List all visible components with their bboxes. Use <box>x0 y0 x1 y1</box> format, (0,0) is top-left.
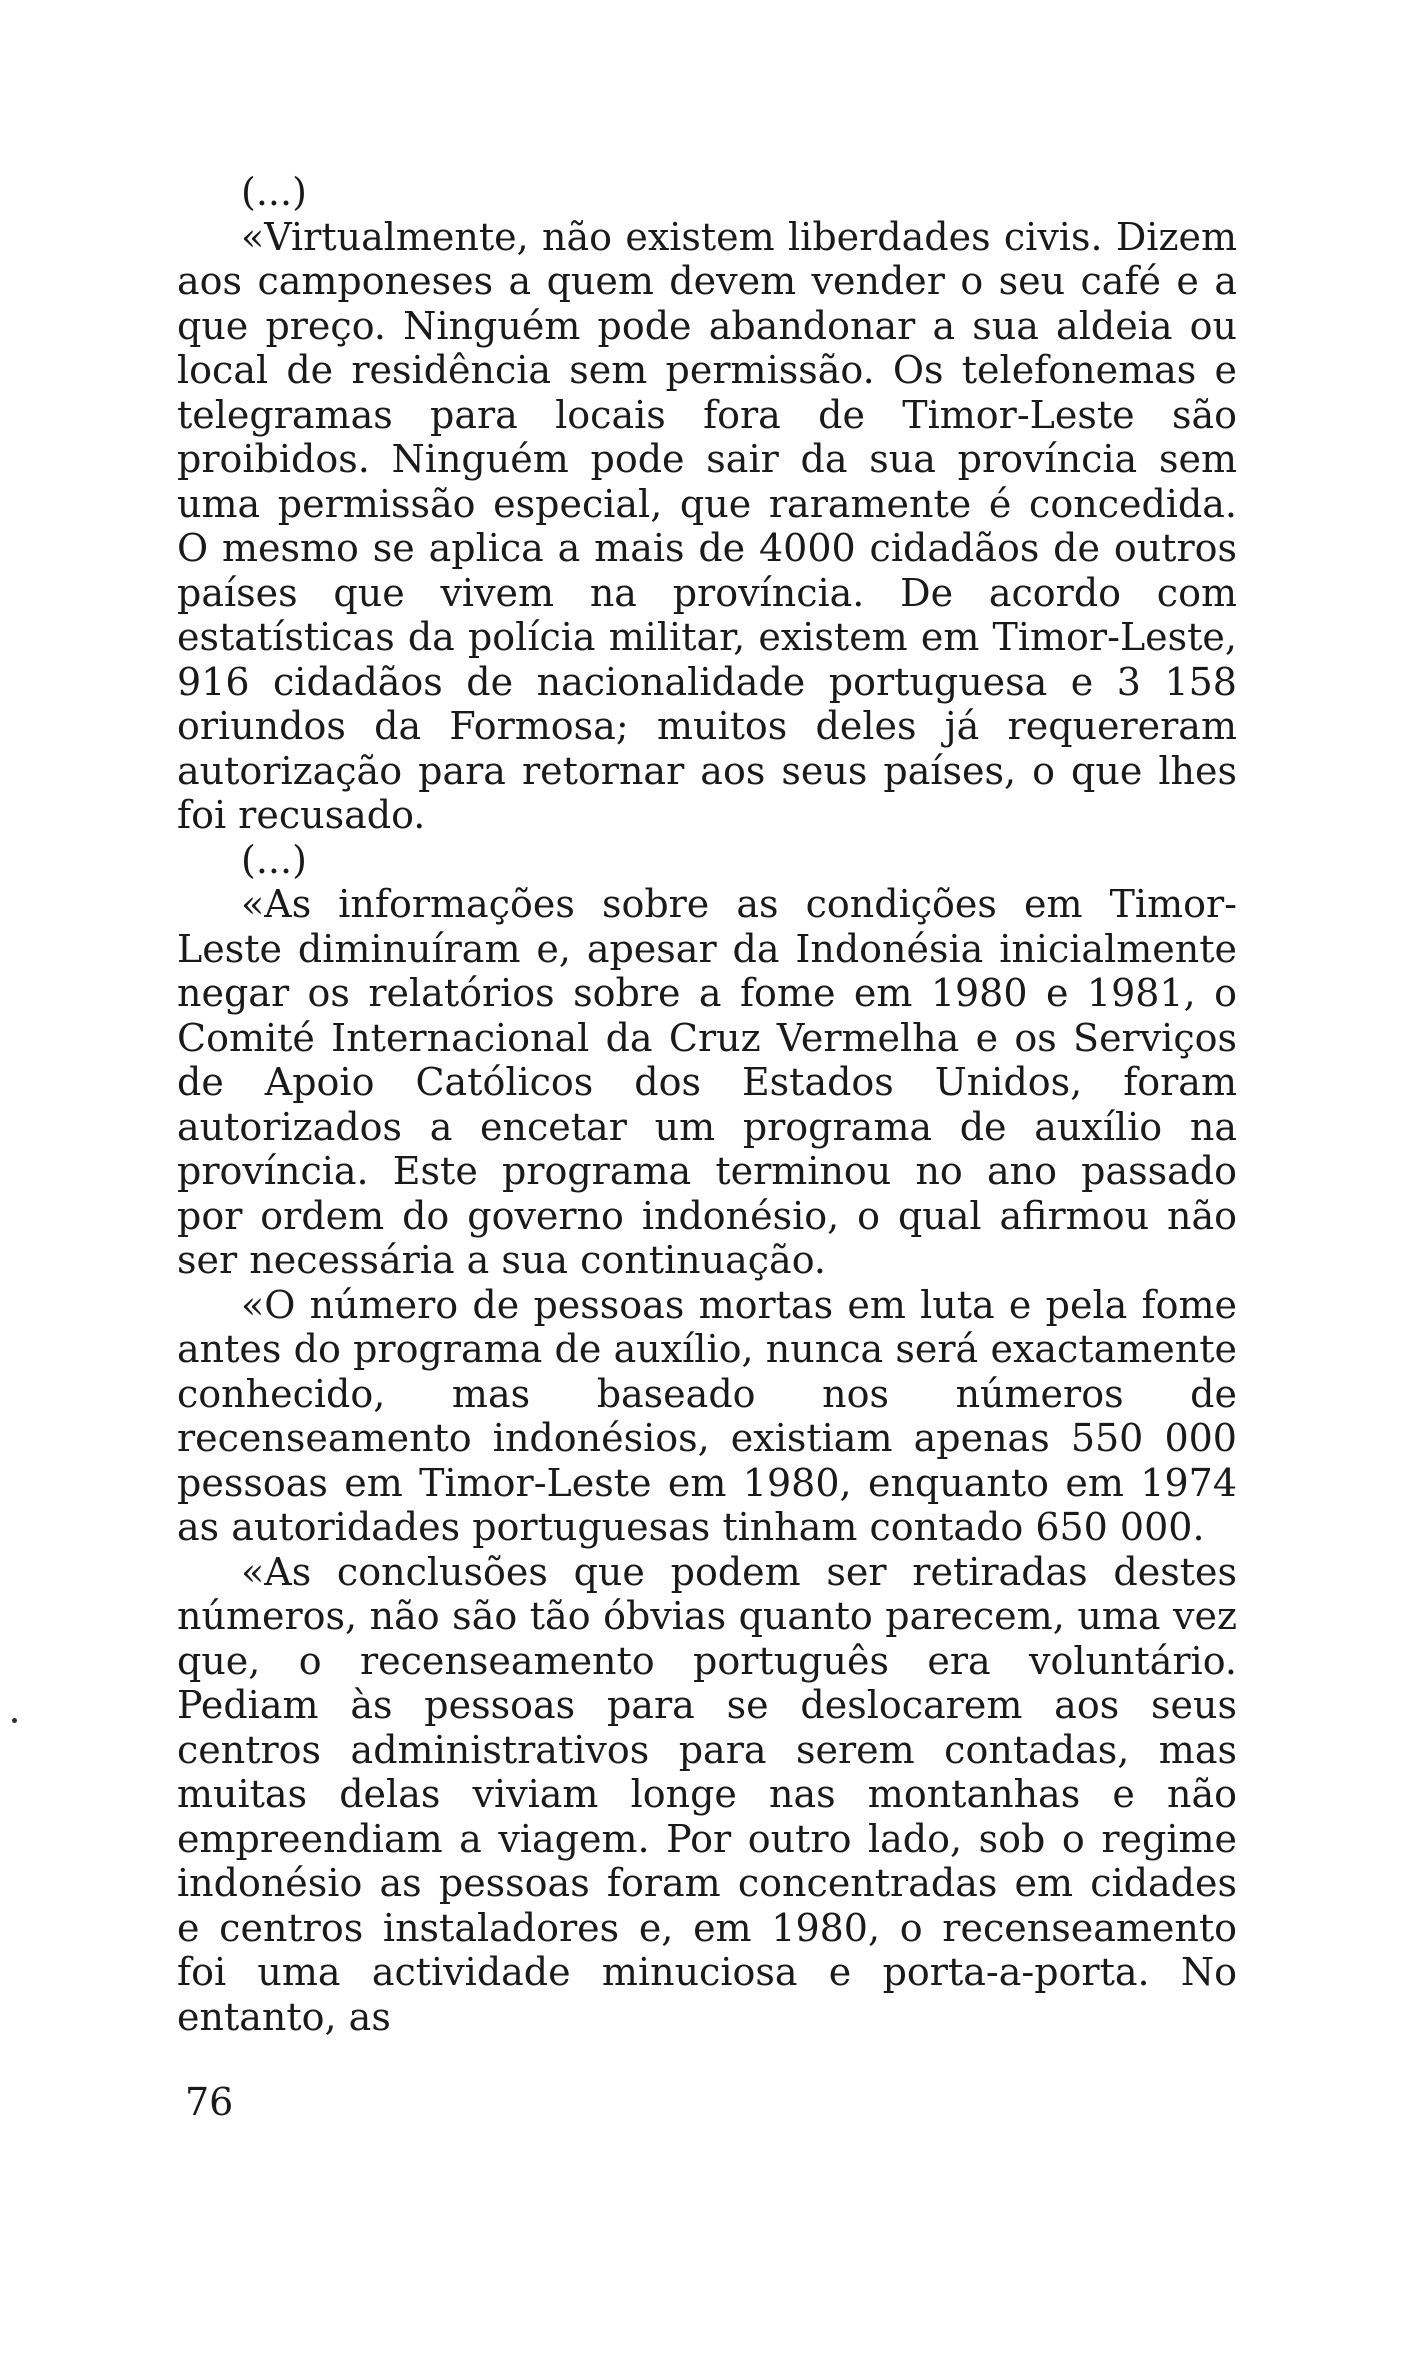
paragraph-civil-liberties: «Virtualmente, não existem liberdades civis. Dizem aos camponeses a quem devem vender o seu café e a que preço. Ninguém pode abandonar a sua aldeia ou local de residência sem permissão. Os telefonemas e telegramas para locais fora de Timor-Leste são proibidos. Ninguém pode sair da sua província sem uma permissão especial, que raramente é concedida. O mesmo se aplica a mais de 4000 cidadãos de outros países que vivem na província. De acordo com estatísticas da polícia militar, existem em Timor-Leste, 916 cidadãos de nacionalidade portuguesa e 3 158 oriundos da Formosa; muitos deles já requereram autorização para retornar aos seus países, o que lhes foi recusado. <box>177 214 1237 837</box>
ellipsis-marker: (...) <box>241 837 307 882</box>
scan-speck <box>12 1718 17 1723</box>
page-number: 76 <box>185 2080 234 2124</box>
body-text <box>177 170 1237 2039</box>
paragraph-death-toll: «O número de pessoas mortas em luta e pela fome antes do programa de auxílio, nunca será exactamente conhecido, mas baseado nos números de recenseamento indonésios, existiam apenas 550 000 pessoas em Timor-Leste em 1980, enquanto em 1974 as autoridades portuguesas tinham contado 650 000. <box>177 1282 1237 1549</box>
paragraph-information-conditions: «As informações sobre as condições em Timor-Leste diminuíram e, apesar da Indonésia inicialmente negar os relatórios sobre a fome em 1980 e 1981, o Comité Internacional da Cruz Vermelha e os Serviços de Apoio Católicos dos Estados Unidos, foram autorizados a encetar um programa de auxílio na província. Este programa terminou no ano passado por ordem do governo indonésio, o qual afirmou não ser necessária a sua continuação. <box>177 882 1237 1282</box>
ellipsis-marker: (...) <box>241 170 307 214</box>
paragraph-census-conclusions: «As conclusões que podem ser retiradas destes números, não são tão óbvias quanto parecem, uma vez que, o recenseamento português era voluntário. Pediam às pessoas para se deslocarem aos seus centros administrativos para serem contadas, mas muitas delas viviam longe nas montanhas e não empreendiam a viagem. Por outro lado, sob o regime indonésio as pessoas foram concentradas em cidades e centros instaladores e, em 1980, o recenseamento foi uma actividade minuciosa e porta-a-porta. No entanto, as <box>177 1549 1237 2039</box>
